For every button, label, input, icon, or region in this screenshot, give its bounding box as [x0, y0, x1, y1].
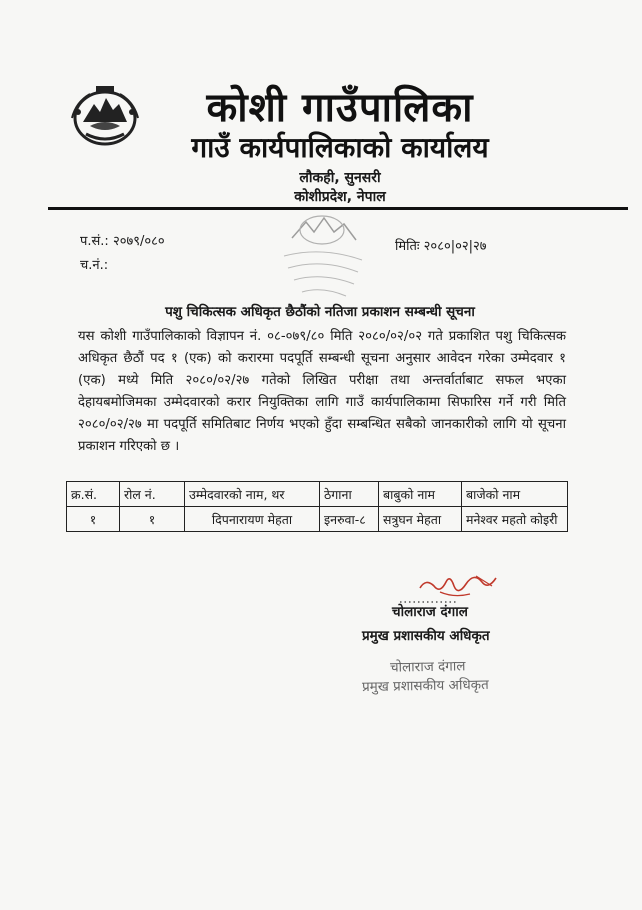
office-subtitle: गाउँ कार्यपालिकाको कार्यालय [191, 131, 489, 164]
stamp-name: चोलाराज दंगाल [389, 658, 466, 676]
table-row [67, 507, 568, 532]
signatory-name: चोलाराज दंगाल [392, 604, 468, 620]
results-table [66, 481, 568, 532]
cell-candidate: दिपनारायण मेहता [185, 507, 320, 532]
address-line-1: लौकही, सुनसरी [299, 170, 381, 186]
reference-number: प.सं.: २०७९/०८० [80, 234, 165, 249]
cell-address: इनरुवा-८ [320, 507, 379, 532]
col-header-roll: रोल नं. [120, 482, 185, 507]
signatory-title: प्रमुख प्रशासकीय अधिकृत [362, 628, 490, 644]
stamp-title: प्रमुख प्रशासकीय अधिकृत [361, 676, 489, 696]
table-header-row [67, 482, 568, 507]
col-header-address: ठेगाना [320, 482, 379, 507]
col-header-grandfather: बाजेको नाम [462, 482, 568, 507]
address-line-2: कोशीप्रदेश, नेपाल [294, 189, 386, 205]
cell-serial: १ [67, 507, 120, 532]
dispatch-number: च.नं.: [80, 258, 109, 273]
col-header-father: बाबुको नाम [379, 482, 462, 507]
cell-roll: १ [120, 507, 185, 532]
cell-father: सत्रुघन मेहता [379, 507, 462, 532]
notice-body: यस कोशी गाउँपालिकाको विज्ञापन नं. ०८-०७९/८० मिति २०८०/०२/०२ गते प्रकाशित पशु चिकित्सक अधिकृत छैठौं पद १ (एक) को करारमा पदपूर्ति सम्बन्धी सूचना अनुसार आवेदन गरेका उम्मेदवार १ (एक) मध्ये मिति २०८०/०२/२७ गतेको लिखित परीक्षा तथा अन्तर्वार्ताबाट सफल भएका देहायबमोजिमका उम्मेदवारको करार नियुक्तिका लागि गाउँ कार्यपालिकामा सिफारिस गर्ने गरी मिति २०८०/०२/२७ मा पदपूर्ति समितिबाट निर्णय भएको हुँदा सम्बन्धित सबैको जानकारीको लागि यो सूचना प्रकाशन गरिएको छ । [78, 329, 566, 454]
notice-date: मितिः २०८०|०२|२७ [395, 239, 487, 254]
col-header-serial: क्र.सं. [67, 482, 120, 507]
municipality-title: कोशी गाउँपालिका [206, 85, 474, 131]
cell-grandfather: मनेश्वर महतो कोइरी [462, 507, 568, 532]
col-header-candidate: उम्मेदवारको नाम, थर [185, 482, 320, 507]
notice-subject: पशु चिकित्सक अधिकृत छैठौंको नतिजा प्रकाशन सम्बन्धी सूचना [165, 304, 475, 320]
nepal-emblem-icon [66, 82, 144, 150]
office-seal-stamp [272, 210, 372, 310]
